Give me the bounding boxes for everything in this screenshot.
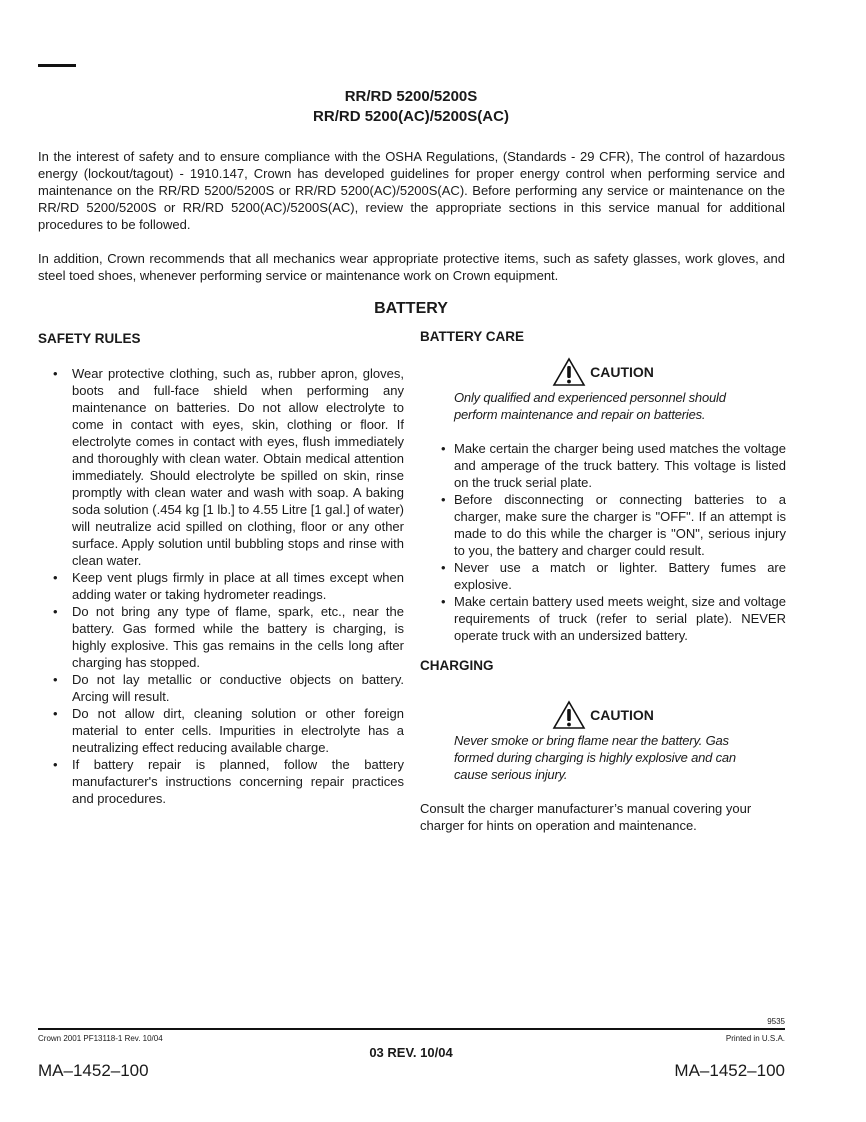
list-item: • Do not allow dirt, cleaning solution or other foreign material to enter cells. Impurities in electrolyte has a neutralizing effect reducing available charge. xyxy=(53,706,404,755)
page-title-line2: RR/RD 5200(AC)/5200S(AC) xyxy=(313,108,509,125)
caution-text: Only qualified and experienced personnel should perform maintenance and repair on batteries. xyxy=(454,390,726,422)
footer-copyright: Crown 2001 PF13118-1 Rev. 10/04 xyxy=(38,1034,163,1043)
intro-paragraph-1: In the interest of safety and to ensure compliance with the OSHA Regulations, (Standards - 29 CFR), The control of hazardous energy (lockout/tagout) - 1910.147, Crown has developed guidelines for proper energy control when performing service and maintenance on the RR/RD 5200/5200S or RR/RD 5200(AC)/5200S(AC). Before performing any service or maintenance on the RR/RD 5200/5200S or RR/RD 5200(AC)/5200S(AC), review the appropriate sections in this service manual for additional procedures to be followed. xyxy=(38,149,785,232)
caution-label: CAUTION xyxy=(590,363,654,380)
bullet-icon: • xyxy=(53,706,58,721)
list-item: • Wear protective clothing, such as, rubber apron, gloves, boots and full-face shield when performing any maintenance on batteries. Do not allow electrolyte to come in contact with eyes, skin, clothing or floor. If electrolyte comes in contact with eyes, flush immediately and thoroughly with clean water. Obtain medical attention immediately. Should electrolyte be spilled on skin, rinse promptly with clean water and wash with soap. A baking soda solution (.454 kg [1 lb.] to 4.55 Litre [1 gal.] of water) will neutralize acid spilled on clothing, floor or any other surface. Apply solution until bubbling stops and rinse with clean water. xyxy=(53,366,404,568)
bullet-icon: • xyxy=(441,560,446,575)
bullet-icon: • xyxy=(53,604,58,619)
charging-heading: CHARGING xyxy=(420,658,494,673)
bullet-icon: • xyxy=(53,672,58,687)
bullet-icon: • xyxy=(53,570,58,585)
footer-doc-number-left: MA–1452–100 xyxy=(38,1061,149,1080)
safety-rules-column xyxy=(38,330,404,807)
battery-care-heading: BATTERY CARE xyxy=(420,329,525,344)
caution-label: CAUTION xyxy=(590,706,654,723)
section-title-battery: BATTERY xyxy=(374,300,448,317)
consult-text: Consult the charger manufacturer’s manual covering your charger for hints on operation and maintenance. xyxy=(420,801,752,833)
battery-care-list xyxy=(420,440,786,644)
footer-revision: 03 REV. 10/04 xyxy=(369,1045,453,1060)
battery-care-column xyxy=(420,328,786,834)
bullet-icon: • xyxy=(53,366,58,381)
page-title-line1: RR/RD 5200/5200S xyxy=(344,88,478,105)
list-item: • Make certain battery used meets weight, size and voltage requirements of truck (refer to serial plate). NEVER operate truck with an undersized battery. xyxy=(441,594,786,643)
list-item: • Keep vent plugs firmly in place at all times except when adding water or taking hydrometer readings. xyxy=(53,570,404,602)
list-item: • If battery repair is planned, follow the battery manufacturer's instructions concerning repair practices and procedures. xyxy=(53,757,404,806)
caution-header xyxy=(420,698,786,732)
bullet-icon: • xyxy=(441,492,446,507)
footer-code: 9535 xyxy=(767,1017,785,1026)
list-item: • Do not lay metallic or conductive objects on battery. Arcing will result. xyxy=(53,672,404,704)
list-item: • Never use a match or lighter. Battery fumes are explosive. xyxy=(441,560,786,592)
list-item: • Before disconnecting or connecting batteries to a charger, make sure the charger is "OFF". If an attempt is made to do this while the charger is "ON", serious injury to you, the battery and charger could result. xyxy=(441,492,786,558)
top-rule xyxy=(38,64,76,67)
caution-header xyxy=(420,355,786,389)
bullet-icon: • xyxy=(441,594,446,609)
safety-rules-list xyxy=(38,365,404,807)
bullet-icon: • xyxy=(53,757,58,772)
safety-rules-heading: SAFETY RULES xyxy=(38,331,141,346)
intro-paragraph-2: In addition, Crown recommends that all mechanics wear appropriate protective items, such as safety glasses, work gloves, and steel toed shoes, whenever performing service or maintenance work on Crown equipment. xyxy=(38,251,785,283)
caution-text: Never smoke or bring flame near the battery. Gas formed during charging is highly explosive and can cause serious injury. xyxy=(454,733,736,782)
list-item: • Make certain the charger being used matches the voltage and amperage of the truck battery. This voltage is listed on the truck serial plate. xyxy=(441,441,786,490)
warning-triangle-icon xyxy=(552,700,586,730)
bullet-icon: • xyxy=(441,441,446,456)
footer-doc-number-right: MA–1452–100 xyxy=(674,1061,785,1080)
warning-triangle-icon xyxy=(552,357,586,387)
footer-printed: Printed in U.S.A. xyxy=(725,1034,785,1043)
list-item: • Do not bring any type of flame, spark, etc., near the battery. Gas formed while the battery is charging, is highly explosive. This gas remains in the cells long after charging has stopped. xyxy=(53,604,404,670)
footer-rule xyxy=(38,1028,785,1030)
